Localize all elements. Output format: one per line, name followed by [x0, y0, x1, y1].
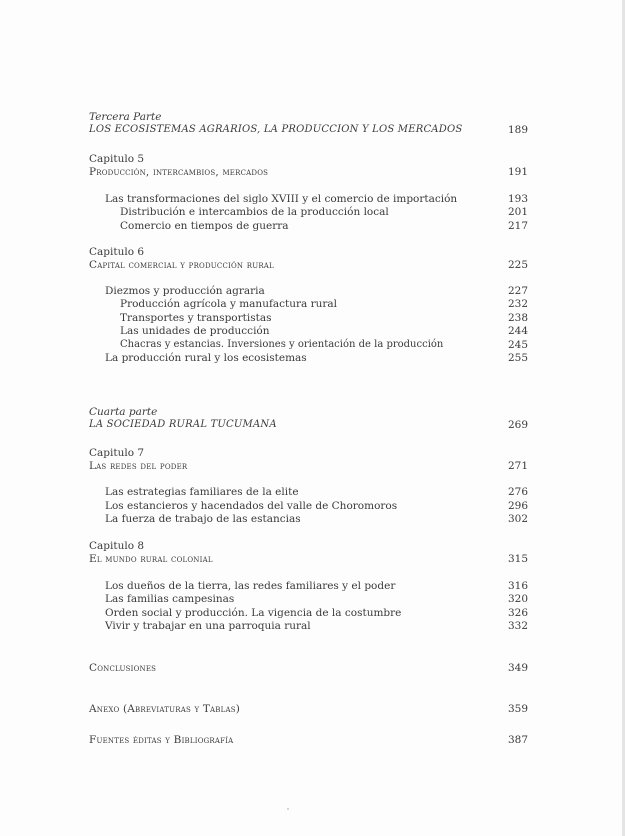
fuentes-title: Fuentes éditas y Bibliografía [89, 734, 234, 746]
page-number: 302 [507, 513, 528, 525]
part4-title: LA SOCIEDAD RURAL TUCUMANA [89, 419, 277, 430]
toc-item[interactable] [0, 192, 625, 206]
toc-item-title: Las familias campesinas [105, 593, 235, 605]
page-number: 359 [507, 703, 528, 715]
toc-item[interactable] [0, 579, 625, 593]
ch8-title: El mundo rural colonial [89, 553, 213, 565]
toc-item[interactable] [0, 512, 625, 526]
part3-label: Tercera Parte [89, 111, 162, 123]
toc-item[interactable] [0, 351, 625, 365]
page-mark [287, 808, 289, 810]
toc-item-title: Distribución e intercambios de la producción local [120, 206, 389, 218]
ch6-title: Capital comercial y producción rural [89, 259, 274, 271]
page-number: 244 [507, 325, 528, 337]
ch6-label: Capitulo 6 [89, 246, 145, 258]
toc-item-title: Las transformaciones del siglo XVIII y el comercio de importación [105, 193, 458, 205]
toc-item[interactable] [0, 297, 625, 311]
toc-item-title: Las estrategias familiares de la elite [105, 486, 299, 498]
page-number: 296 [507, 500, 528, 512]
page-number: 245 [507, 339, 528, 351]
toc-item[interactable] [0, 619, 625, 633]
toc-item[interactable] [0, 485, 625, 499]
toc-item-title: Vivir y trabajar en una parroquia rural [105, 620, 311, 632]
toc-item-title: Chacras y estancias. Inversiones y orientación de la producción [120, 339, 444, 350]
toc-item-title: Diezmos y producción agraria [105, 285, 265, 297]
toc-entry-anexo[interactable] [0, 702, 625, 716]
page-number: 232 [507, 298, 528, 310]
toc-item-title: Producción agrícola y manufactura rural [120, 298, 338, 310]
toc-entry-fuentes[interactable] [0, 733, 625, 747]
toc-entry-part3[interactable] [0, 123, 625, 137]
toc-item-title: Las unidades de producción [120, 325, 270, 337]
toc-entry-ch5[interactable] [0, 165, 625, 179]
toc-item[interactable] [0, 311, 625, 325]
part4-label: Cuarta parte [89, 406, 158, 418]
ch5-label-row [0, 152, 625, 166]
ch7-title: Las redes del poder [89, 460, 188, 472]
ch7-label-row [0, 446, 625, 460]
toc-item[interactable] [0, 205, 625, 219]
page-number: 225 [507, 259, 528, 271]
toc-item-title: Los estancieros y hacendados del valle de Choromoros [105, 500, 398, 512]
toc-item-title: Orden social y producción. La vigencia de la costumbre [105, 607, 402, 619]
toc-item[interactable] [0, 338, 625, 352]
page-number: 238 [507, 312, 528, 324]
toc-entry-ch7[interactable] [0, 459, 625, 473]
page-number: 271 [507, 460, 528, 472]
page-number: 387 [507, 734, 528, 746]
page-number: 201 [507, 206, 528, 218]
anexo-title: Anexo (Abreviaturas y Tablas) [89, 703, 241, 715]
toc-item-title: La producción rural y los ecosistemas [105, 352, 307, 364]
toc-item-title: La fuerza de trabajo de las estancias [105, 513, 301, 525]
toc-entry-part4[interactable] [0, 418, 625, 432]
toc-item-title: Transportes y transportistas [120, 312, 272, 324]
conclusiones-title: Conclusiones [89, 662, 157, 674]
toc-item[interactable] [0, 324, 625, 338]
page-number: 326 [507, 607, 528, 619]
toc-item[interactable] [0, 499, 625, 513]
page-number: 189 [507, 124, 528, 136]
page-number: 320 [507, 593, 528, 605]
part3-label-row [0, 110, 625, 124]
page-number: 315 [507, 553, 528, 565]
ch8-label-row [0, 539, 625, 553]
page-number: 349 [507, 662, 528, 674]
toc-item[interactable] [0, 606, 625, 620]
page-number: 276 [507, 486, 528, 498]
toc-item-title: Los dueños de la tierra, las redes familiares y el poder [105, 580, 396, 592]
page-number: 316 [507, 580, 528, 592]
page-number: 191 [507, 166, 528, 178]
ch7-label: Capitulo 7 [89, 447, 145, 459]
part4-label-row [0, 405, 625, 419]
ch5-title: Producción, intercambios, mercados [89, 166, 269, 178]
toc-item[interactable] [0, 219, 625, 233]
toc-entry-conclusiones[interactable] [0, 661, 625, 675]
page-number: 227 [507, 285, 528, 297]
page-number: 255 [507, 352, 528, 364]
ch6-label-row [0, 245, 625, 259]
part3-title: LOS ECOSISTEMAS AGRARIOS, LA PRODUCCION Y LOS MERCADOS [89, 124, 463, 135]
toc-item-title: Comercio en tiempos de guerra [120, 220, 289, 232]
page-number: 193 [507, 193, 528, 205]
page-number: 217 [507, 220, 528, 232]
page-number: 332 [507, 620, 528, 632]
toc-entry-ch8[interactable] [0, 552, 625, 566]
ch5-label: Capitulo 5 [89, 153, 145, 165]
toc-entry-ch6[interactable] [0, 258, 625, 272]
ch8-label: Capitulo 8 [89, 540, 145, 552]
toc-item[interactable] [0, 592, 625, 606]
toc-item[interactable] [0, 284, 625, 298]
page-number: 269 [507, 419, 528, 431]
